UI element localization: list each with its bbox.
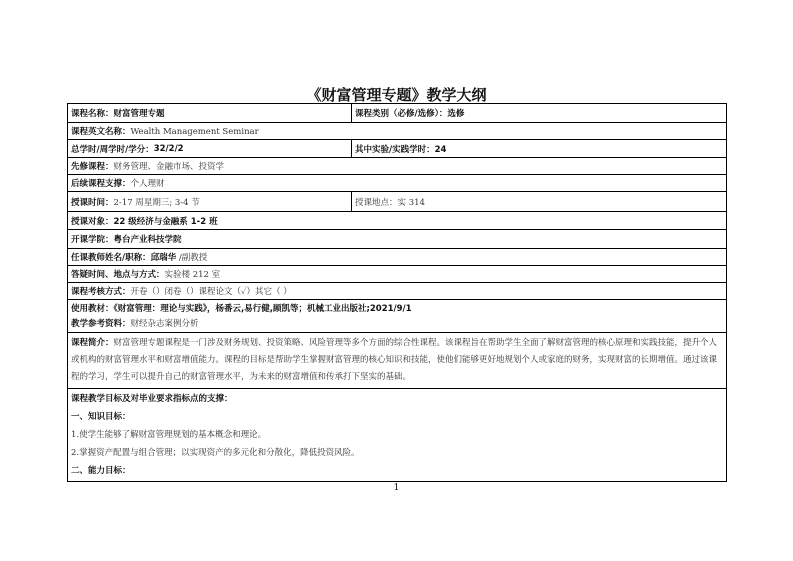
label: 课程名称： <box>71 109 114 119</box>
row-hours <box>68 140 726 158</box>
objective-item: 1.使学生能够了解财富管理规划的基本概念和理论。 <box>71 430 267 440</box>
row-follow <box>68 175 726 192</box>
office: 实验楼 212 室 <box>164 270 221 280</box>
row-course-name <box>68 104 726 123</box>
label: 使用教材： <box>71 304 114 314</box>
class-place: 实 314 <box>397 197 425 208</box>
course-category: 选修 <box>447 109 465 119</box>
intro-text: 财富管理专题课程是一门涉及财务规划、投资策略、风险管理等多个方面的综合性课程。该课程旨在帮助学生全面了解财富管理的核心原理和实践技能，提升个人或机构的财富管理水平和财富增值能力。课程的目标是帮助学生掌握财富管理的核心知识和技能，使他们能够更好地规划个人或家庭的财务，实现财富的长期增值。通过该课程的学习，学生可以提升自己的财富管理水平，为未来的财富增值和传承打下坚实的基础。 <box>71 338 718 382</box>
target: 22 级经济与金融系 1-2 班 <box>113 216 218 227</box>
label: 任课教师姓名/职称： <box>71 253 151 263</box>
label: 教学参考资料： <box>71 319 131 329</box>
row-office <box>68 266 726 283</box>
label: 答疑时间、地点与方式： <box>71 270 165 280</box>
syllabus-table <box>67 103 727 482</box>
hours: 32/2/2 <box>153 143 184 154</box>
knowledge-heading: 一、知识目标： <box>71 412 131 422</box>
label: 课程考核方式： <box>71 287 131 297</box>
row-college <box>68 230 726 249</box>
row-intro <box>68 333 726 389</box>
prereq: 财务管理、金融市场、投资学 <box>113 162 225 172</box>
teacher-name: 邱瑞华 <box>150 253 177 263</box>
course-name: 财富管理专题 <box>113 109 165 119</box>
label: 课程英文名称： <box>71 127 131 137</box>
label: 课程简介： <box>71 338 114 348</box>
reference: 财经杂志案例分析 <box>130 319 199 329</box>
row-objectives <box>68 389 726 481</box>
label: 授课地点： <box>355 197 398 208</box>
label: 先修课程： <box>71 162 114 172</box>
row-time-place <box>68 192 726 212</box>
document-title: 《财富管理专题》教学大纲 <box>306 86 487 104</box>
exam-method: 开卷（）闭卷（）课程论文（✓）其它（ ） <box>130 287 292 297</box>
college: 粤台产业科技学院 <box>113 235 182 245</box>
lab-hours: 24 <box>434 144 447 155</box>
row-english-name <box>68 123 726 140</box>
label: 总学时/周学时/学分： <box>71 144 154 155</box>
class-time: 2-17 周星期三; 3-4 节 <box>113 197 200 208</box>
label: 开课学院： <box>71 235 114 245</box>
textbook: 《财富管理：理论与实践》，杨番云,易行健,顾凯等；机械工业出版社;2021/9/1 <box>113 304 412 314</box>
label: 授课对象： <box>71 216 114 227</box>
label: 后续课程支撑： <box>71 179 131 189</box>
ability-heading: 二、能力目标： <box>71 466 131 476</box>
english-name: Wealth Management Seminar <box>130 127 259 137</box>
label: 课程类别（必修/选修）： <box>355 109 448 119</box>
label: 授课时间： <box>71 197 114 208</box>
page-number: 1 <box>393 483 400 493</box>
row-prereq <box>68 158 726 175</box>
label: 其中实验/实践学时： <box>355 144 435 155</box>
row-exam <box>68 283 726 300</box>
row-teacher <box>68 249 726 266</box>
objectives-heading: 课程教学目标及对毕业要求指标点的支撑： <box>71 394 233 404</box>
follow-course: 个人理财 <box>130 179 165 189</box>
objective-item: 2.掌握资产配置与组合管理；以实现资产的多元化和分散化，降低投资风险。 <box>71 448 360 458</box>
teacher-title: /副教授 <box>178 253 208 263</box>
row-target <box>68 212 726 230</box>
row-textbook <box>68 300 726 333</box>
